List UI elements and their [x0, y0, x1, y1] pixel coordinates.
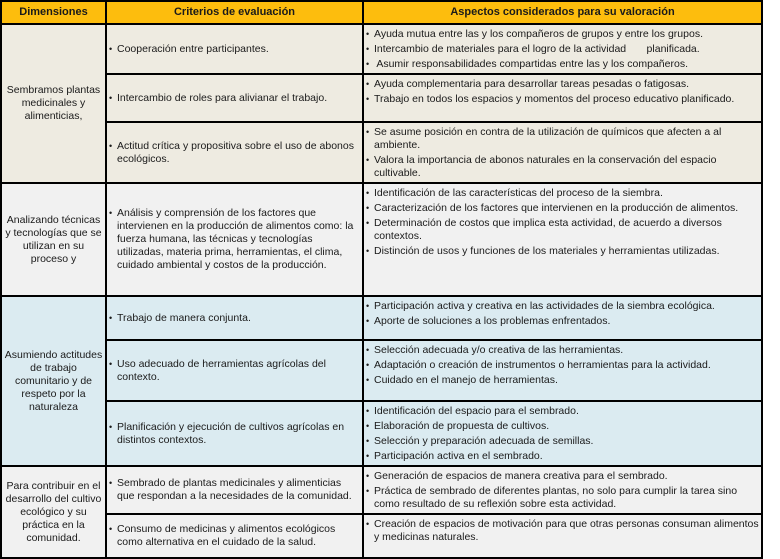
table-row [1, 74, 762, 122]
table-row [1, 514, 762, 558]
aspecto-item: • Generación de espacios de manera creativa para el sembrado. [366, 470, 759, 483]
aspecto-item: • Participación activa en el sembrado. [366, 450, 759, 463]
aspectos-cell [363, 514, 762, 558]
aspecto-item: • Ayuda complementaria para desarrollar tareas pesadas o fatigosas. [366, 78, 759, 91]
aspecto-item: • Selección adecuada y/o creativa de las herramientas. [366, 344, 759, 357]
aspecto-item: • Caracterización de los factores que intervienen en la producción de alimentos. [366, 202, 759, 215]
aspecto-item: • Identificación de las características del proceso de la siembra. [366, 187, 759, 200]
dimension-cell: Para contribuir en el desarrollo del cultivo ecológico y su práctica en la comunidad. [1, 466, 106, 558]
aspecto-item: • Elaboración de propuesta de cultivos. [366, 420, 759, 433]
criterio-item: • Uso adecuado de herramientas agrícolas del contexto. [109, 358, 360, 384]
criterio-item: • Consumo de medicinas y alimentos ecológicos como alternativa en el cuidado de la salud. [109, 523, 360, 549]
table-row [1, 466, 762, 514]
aspecto-item: • Intercambio de materiales para el logro de la actividad planificada. [366, 43, 759, 56]
table-row [1, 183, 762, 296]
header-dimensiones: Dimensiones [1, 1, 106, 24]
criterio-cell [106, 466, 363, 514]
table-row [1, 340, 762, 401]
aspectos-cell [363, 24, 762, 74]
table-row [1, 401, 762, 466]
header-criterios: Criterios de evaluación [106, 1, 363, 24]
aspecto-item: • Determinación de costos que implica esta actividad, de acuerdo a diversos contextos. [366, 217, 759, 243]
dimension-cell: Analizando técnicas y tecnologías que se utilizan en su proceso y [1, 183, 106, 296]
aspectos-cell [363, 401, 762, 466]
aspecto-item: • Práctica de sembrado de diferentes plantas, no solo para cumplir la tarea sino como resultado de su reflexión sobre esta actividad. [366, 485, 759, 511]
aspecto-item: • Participación activa y creativa en las actividades de la siembra ecológica. [366, 300, 759, 313]
table-row [1, 122, 762, 183]
aspectos-cell [363, 466, 762, 514]
aspecto-item: • Se asume posición en contra de la utilización de químicos que afecten a al ambiente. [366, 126, 759, 152]
criterio-cell [106, 296, 363, 340]
aspecto-item: • Distinción de usos y funciones de los materiales y herramientas utilizadas. [366, 245, 759, 258]
criterio-cell [106, 183, 363, 296]
criterio-cell [106, 401, 363, 466]
aspecto-item: • Valora la importancia de abonos naturales en la conservación del espacio cultivable. [366, 154, 759, 180]
aspectos-cell [363, 340, 762, 401]
criterio-item: • Actitud crítica y propositiva sobre el uso de abonos ecológicos. [109, 140, 360, 166]
dimension-cell: Sembramos plantas medicinales y alimenticias, [1, 24, 106, 183]
criterio-item: • Análisis y comprensión de los factores que intervienen en la producción de alimentos como: la fuerza humana, las técnicas y tecnologías utilizadas, materia prima, herramientas, el clima, cuidado ambiental y costos de la producción. [109, 207, 360, 272]
aspectos-cell [363, 122, 762, 183]
aspecto-item: • Creación de espacios de motivación para que otras personas consuman alimentos y medicinas naturales. [366, 518, 759, 544]
aspectos-cell [363, 74, 762, 122]
aspecto-item: • Asumir responsabilidades compartidas entre las y los compañeros. [366, 58, 759, 71]
aspecto-item: • Identificación del espacio para el sembrado. [366, 405, 759, 418]
criterio-item: • Sembrado de plantas medicinales y alimenticias que respondan a la necesidades de la comunidad. [109, 477, 360, 503]
criterio-item: • Cooperación entre participantes. [109, 43, 360, 56]
criterio-cell [106, 74, 363, 122]
criterio-cell [106, 122, 363, 183]
aspecto-item: • Adaptación o creación de instrumentos o herramientas para la actividad. [366, 359, 759, 372]
aspectos-cell [363, 183, 762, 296]
aspecto-item: • Ayuda mutua entre las y los compañeros de grupos y entre los grupos. [366, 28, 759, 41]
aspectos-cell [363, 296, 762, 340]
criterio-item: • Trabajo de manera conjunta. [109, 312, 360, 325]
header-aspectos: Aspectos considerados para su valoración [363, 1, 762, 24]
header-row [1, 1, 762, 24]
dimension-cell: Asumiendo actitudes de trabajo comunitario y de respeto por la naturaleza [1, 296, 106, 466]
criterio-item: • Intercambio de roles para alivianar el trabajo. [109, 92, 360, 105]
table-row [1, 24, 762, 74]
criterio-cell [106, 24, 363, 74]
table-row [1, 296, 762, 340]
aspecto-item: • Trabajo en todos los espacios y momentos del proceso educativo planificado. [366, 93, 759, 106]
aspecto-item: • Cuidado en el manejo de herramientas. [366, 374, 759, 387]
criterio-cell [106, 514, 363, 558]
aspecto-item: • Selección y preparación adecuada de semillas. [366, 435, 759, 448]
aspecto-item: • Aporte de soluciones a los problemas enfrentados. [366, 315, 759, 328]
criterio-item: • Planificación y ejecución de cultivos agrícolas en distintos contextos. [109, 421, 360, 447]
criterio-cell [106, 340, 363, 401]
